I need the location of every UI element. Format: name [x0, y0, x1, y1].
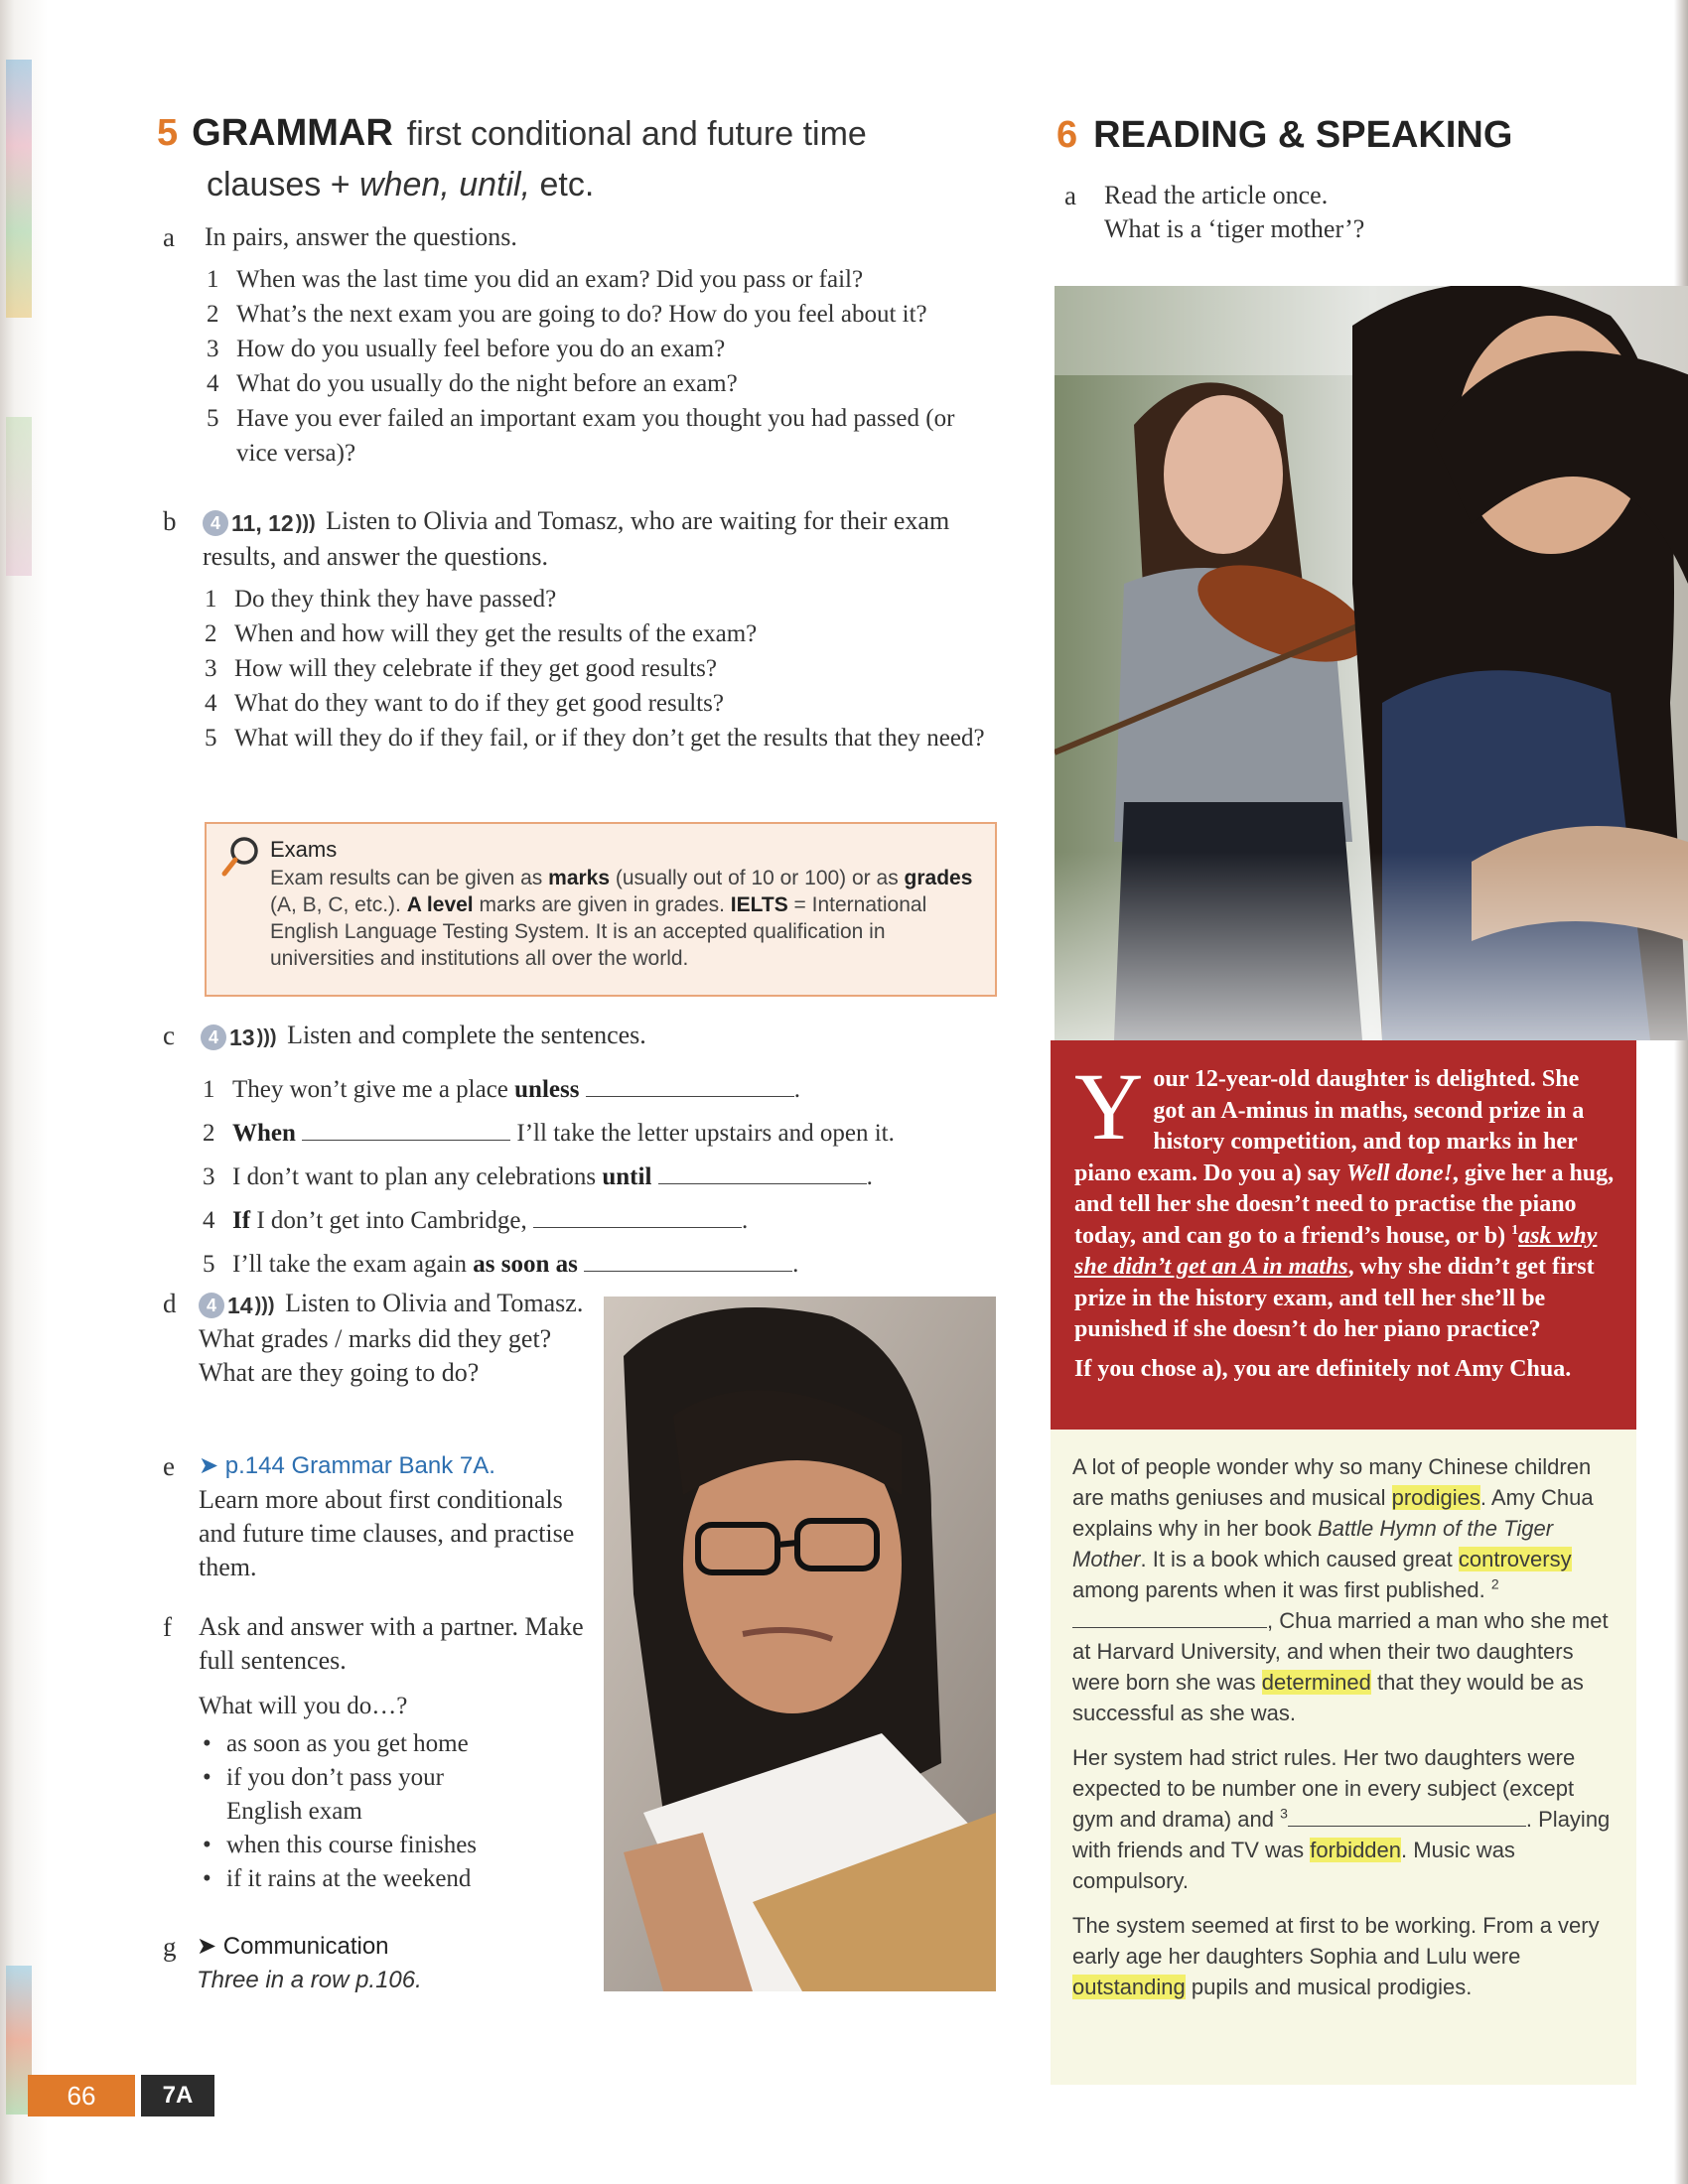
cd-disc-icon: 4	[199, 1293, 224, 1318]
intro-conclusion: If you chose a), you are definitely not Amy Chua.	[1074, 1355, 1572, 1382]
exams-info-box	[205, 822, 997, 997]
answer-blank[interactable]	[584, 1250, 792, 1272]
answer-blank[interactable]	[1072, 1610, 1267, 1628]
exercise-e	[163, 1449, 590, 1584]
sound-waves-icon: )))	[295, 512, 316, 534]
exercise-letter: b	[163, 506, 177, 536]
answer-blank[interactable]	[302, 1119, 510, 1141]
exercise-letter: f	[163, 1612, 172, 1642]
drop-cap: Y	[1074, 1053, 1144, 1160]
grammar-section-heading	[157, 111, 1001, 206]
cd-disc-icon: 4	[201, 1024, 226, 1050]
article-paragraph: Her system had strict rules. Her two daughters were expected to be number one in every subject (except gym and drama) and $^3$ . Playing with friends and TV was forbidden. Music was compulsory.	[1072, 1745, 1611, 1893]
communication-link[interactable]: ➤ Communication	[197, 1933, 389, 1960]
reading-exercise-a	[1064, 179, 1620, 246]
exercise-text: Learn more about first conditionals and future time clauses, and practise them.	[199, 1485, 575, 1581]
list-item: 1 When was the last time you did an exam? Did you pass or fail?	[207, 266, 864, 293]
answer-blank[interactable]	[1288, 1809, 1526, 1827]
exercise-instruction: 4 11, 12 ))) Listen to Olivia and Tomasz, who are waiting for their exam results, and answer the questions.	[203, 506, 950, 571]
list-item: 3 I don’t want to plan any celebrations until .	[203, 1163, 873, 1190]
prompt-list	[199, 1727, 600, 1896]
list-item: • if you don’t pass your English exam	[199, 1761, 496, 1829]
communication-reference: Three in a row p.106.	[197, 1967, 422, 1993]
list-item: 5 Have you ever failed an important exam you thought you had passed (or vice versa)?	[207, 405, 955, 467]
exercise-instruction: Read the article once.	[1104, 181, 1329, 209]
gap-question-1: ask why she didn’t get an A in maths	[1074, 1222, 1598, 1280]
exercise-c	[163, 1019, 1007, 1287]
arrow-right-icon: ➤	[199, 1452, 219, 1479]
answer-blank[interactable]	[533, 1206, 742, 1228]
list-item: 2 When I’ll take the letter upstairs and open it.	[203, 1120, 895, 1147]
list-item: 4 If I don’t get into Cambridge, .	[203, 1207, 749, 1234]
exercise-letter: a	[163, 222, 175, 252]
exercise-letter: g	[163, 1932, 177, 1962]
exercise-letter: c	[163, 1021, 175, 1050]
section-number: 6	[1056, 114, 1078, 156]
article-intro-box: Y our 12-year-old daughter is delighted. She got an A-minus in maths, second prize in a history competition, and top marks in her piano exam. Do you a) say Well done!, give her a hug, and tell her she doesn’t need to practise the piano today, and can go to a friend’s house, or b) $^1$ask why she didn’t get an A in maths, why she didn’t get first prize in the history exam, and tell her she’ll be punished if she doesn’t do her piano practice? If you chose a), you are definitely not Amy Chua.	[1051, 1040, 1636, 1430]
answer-blank[interactable]	[586, 1075, 794, 1097]
exercise-letter: d	[163, 1289, 177, 1318]
unit-tab: 7A	[141, 2075, 214, 2116]
exercise-instruction: 4 13 ))) Listen and complete the sentences.	[201, 1019, 1007, 1054]
cd-disc-icon: 4	[203, 510, 228, 536]
info-box-title: Exams	[270, 837, 338, 862]
question-list	[203, 582, 1007, 755]
highlighted-word: outstanding	[1072, 1975, 1186, 1999]
section-title: READING & SPEAKING	[1093, 114, 1513, 156]
list-item: 4 What do they want to do if they get good results?	[205, 690, 724, 717]
info-box-text: Exam results can be given as marks (usually out of 10 or 100) or as grades (A, B, C, etc.). A level marks are given in grades. IELTS = International English Language Testing System. It is an accepted qualification in universities and institutions all over the world.	[270, 867, 973, 970]
girl-reading-results-photo	[604, 1297, 996, 1991]
mother-and-daughter-violin-photo	[1055, 286, 1688, 1040]
reading-section-heading	[1056, 113, 1512, 165]
exercise-f	[163, 1610, 600, 1896]
highlighted-word: prodigies	[1391, 1485, 1480, 1510]
section-number: 5	[157, 112, 179, 154]
list-item: 1 Do they think they have passed?	[205, 586, 557, 613]
exercise-letter: a	[1064, 181, 1076, 210]
exercise-g	[163, 1930, 600, 1997]
highlighted-word: determined	[1261, 1670, 1371, 1695]
grammar-bank-link[interactable]: ➤ p.144 Grammar Bank 7A.	[199, 1452, 495, 1479]
list-item: 2 When and how will they get the results of the exam?	[205, 620, 758, 647]
magnifying-glass-icon	[220, 834, 262, 880]
exercise-question: What is a ‘tiger mother’?	[1104, 214, 1365, 243]
question-list	[205, 262, 1017, 471]
arrow-right-icon: ➤	[197, 1933, 217, 1960]
exercise-letter: e	[163, 1451, 175, 1481]
book-spine-edge	[0, 0, 48, 2184]
exercise-instruction: Listen to Olivia and Tomasz. What grades / marks did they get? What are they going to do?	[199, 1289, 584, 1387]
article-paragraph: A lot of people wonder why so many Chinese children are maths geniuses and musical prodigies. Amy Chua explains why in her book Battle Hymn of the Tiger Mother. It is a book which caused great controversy among parents when it was first published. $^2$, Chua married a man who she met at Harvard University, and when their two daughters were born she was determined that they would be as successful as she was.	[1072, 1454, 1609, 1725]
exercise-b	[163, 504, 1007, 755]
exercise-instruction: In pairs, answer the questions.	[205, 222, 517, 251]
list-item: • as soon as you get home	[199, 1727, 600, 1761]
sentence-list	[201, 1068, 1007, 1287]
list-item: 3 How will they celebrate if they get good results?	[205, 655, 717, 682]
list-item: • if it rains at the weekend	[199, 1862, 600, 1896]
answer-blank[interactable]	[658, 1162, 867, 1184]
sound-waves-icon: )))	[256, 1026, 277, 1048]
highlighted-word: controversy	[1458, 1547, 1572, 1571]
audio-track-button[interactable]: 4 11, 12 )))	[203, 506, 320, 540]
section-subtitle: first conditional and future time	[406, 115, 867, 153]
exercise-a	[163, 220, 1017, 471]
list-item: 2 What’s the next exam you are going to do? How do you feel about it?	[207, 301, 927, 328]
list-item: • when this course finishes	[199, 1829, 600, 1862]
audio-track-button[interactable]: 4 14 )))	[199, 1289, 279, 1322]
list-item: 3 How do you usually feel before you do an exam?	[207, 336, 726, 362]
sound-waves-icon: )))	[254, 1295, 275, 1316]
list-item: 5 What will they do if they fail, or if they don’t get the results that they need?	[205, 725, 985, 751]
exercise-instruction: Ask and answer with a partner. Make full sentences.	[199, 1612, 584, 1675]
exercise-prompt: What will you do…?	[199, 1693, 408, 1719]
list-item: 1 They won’t give me a place unless .	[203, 1076, 800, 1103]
page-number: 66	[28, 2075, 135, 2116]
section-title: GRAMMAR	[192, 112, 393, 154]
article-body	[1051, 1430, 1636, 2085]
exercise-d	[163, 1287, 590, 1390]
list-item: 4 What do you usually do the night before an exam?	[207, 370, 738, 397]
audio-track-button[interactable]: 4 13 )))	[201, 1021, 281, 1054]
section-subtitle-line2: clauses + when, until, etc.	[207, 166, 595, 204]
highlighted-word: forbidden	[1310, 1838, 1402, 1862]
article-paragraph: The system seemed at first to be working. From a very early age her daughters Sophia and Lulu were outstanding pupils and musical prodigies.	[1072, 1913, 1600, 1999]
list-item: 5 I’ll take the exam again as soon as .	[203, 1251, 799, 1278]
